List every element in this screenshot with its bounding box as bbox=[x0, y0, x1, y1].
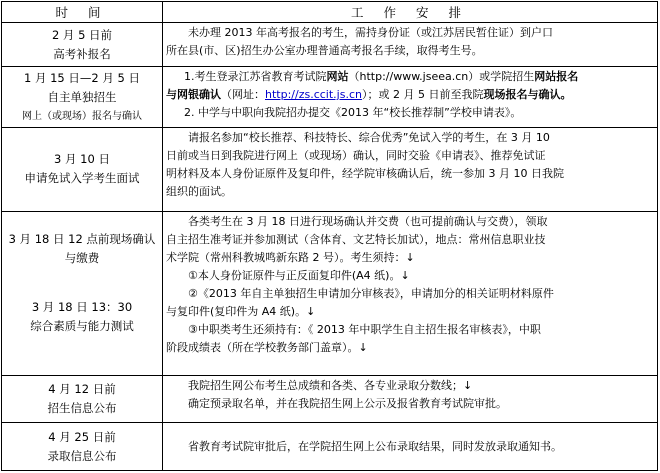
time-cell: 4 月 25 日前 录取信息公布 bbox=[2, 423, 163, 471]
table-row bbox=[2, 423, 658, 471]
table-row bbox=[2, 128, 658, 211]
header-work: 工 作 安 排 bbox=[163, 2, 658, 23]
header-time: 时 间 bbox=[2, 2, 163, 23]
table-header-row bbox=[2, 2, 658, 23]
admissions-site-link[interactable]: http://zs.ccit.js.cn bbox=[265, 88, 362, 102]
work-cell: 省教育考试院审批后，在学院招生网上公布录取结果，同时发放录取通知书。 bbox=[163, 423, 658, 471]
work-cell: 我院招生网公布考生总成绩和各类、各专业录取分数线；↓ 确定预录取名单，并在我院招生网上公示及报省教育考试院审批。 bbox=[163, 376, 658, 423]
time-cell: 3 月 18 日 12 点前现场确认 与缴费 3 月 18 日 13：30 综合素质与能力测试 bbox=[2, 211, 163, 376]
work-cell: 未办理 2013 年高考报名的考生，需持身份证（或江苏居民暂住证）到户口 所在县(市、区)招生办公室办理普通高考报名手续，取得考生号。 bbox=[163, 23, 658, 67]
time-cell: 3 月 10 日 申请免试入学考生面试 bbox=[2, 128, 163, 211]
enrollment-schedule-table bbox=[1, 1, 658, 471]
work-cell: 请报名参加“校长推荐、科技特长、综合优秀”免试入学的考生，在 3 月 10 日前或当日到我院进行网上（或现场）确认，同时交验《申请表》、推荐免试证 明材料及本人身份证原件及复印件，经学院审核确认后，统一参加 3 月 10 日我院 组织的面试。 bbox=[163, 128, 658, 211]
time-cell: 4 月 12 日前 招生信息公布 bbox=[2, 376, 163, 423]
time-cell: 2 月 5 日前 高考补报名 bbox=[2, 23, 163, 67]
table-row bbox=[2, 23, 658, 67]
table-row bbox=[2, 376, 658, 423]
table-row bbox=[2, 67, 658, 128]
work-cell: 1.考生登录江苏省教育考试院网站（http://www.jseea.cn）或学院招生网站报名 与网银确认（网址：http://zs.ccit.js.cn）；或 2 月 5 日前至我院现场报名与确认。 2. 中学与中职向我院招办提交《2013 年“校长推荐制”学校申请表》。 bbox=[163, 67, 658, 128]
time-cell: 1 月 15 日—2 月 5 日 自主单独招生 网上（或现场）报名与确认 bbox=[2, 67, 163, 128]
table-row bbox=[2, 211, 658, 376]
work-cell: 各类考生在 3 月 18 日进行现场确认并交费（也可提前确认与交费），领取 自主招生准考证并参加测试（含体育、文艺特长加试），地点：常州信息职业技 术学院（常州科教城鸣新东路 2 号）。考生须持：↓ ①本人身份证原件与正反面复印件(A4 纸)。↓ ②《2013 年自主单独招生申请加分审核表》，申请加分的相关证明材料原件 与复印件(复印件为 A4 纸)。↓ ③中职类考生还须持有：《 2013 年中职学生自主招生报名审核表》，中职 阶段成绩表（所在学校教务部门盖章）。↓ bbox=[163, 211, 658, 376]
